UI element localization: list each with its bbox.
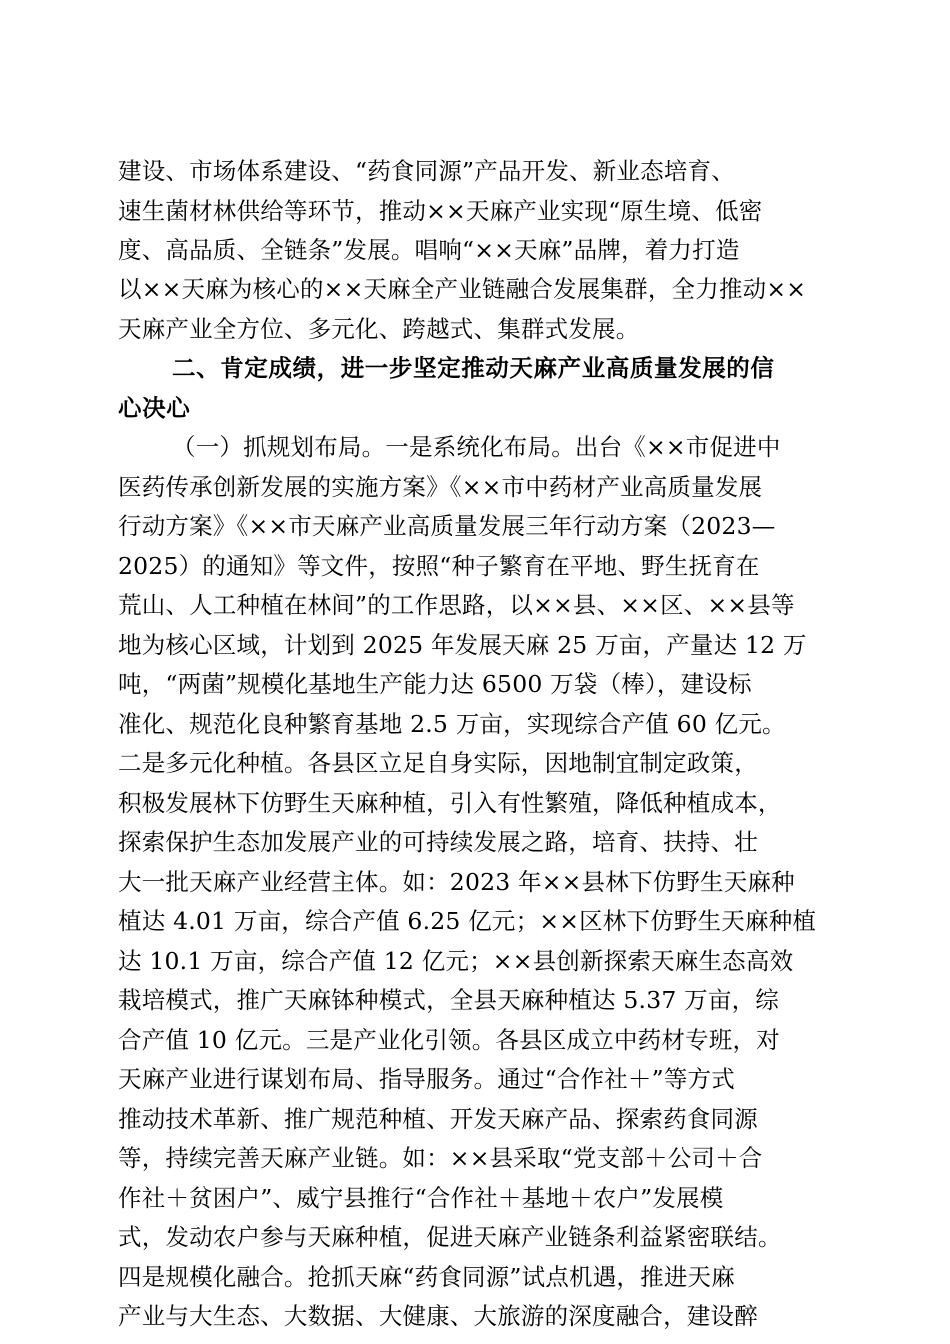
text-line: 产业与大生态、大数据、大健康、大旅游的深度融合，建设醉 <box>118 1302 758 1330</box>
text-line: 栽培模式，推广天麻钵种模式，全县天麻种植达 5.37 万亩，综 <box>118 986 779 1014</box>
text-line: 吨，“两菌”规模化基地生产能力达 6500 万袋（棒），建设标 <box>118 670 752 698</box>
text-line: 大一批天麻产业经营主体。如：2023 年××县林下仿野生天麻种 <box>118 868 795 896</box>
text-line: 二是多元化种植。各县区立足自身实际，因地制宜制定政策， <box>118 749 758 777</box>
text-line: 积极发展林下仿野生天麻种植，引入有性繁殖，降低种植成本， <box>118 789 782 817</box>
text-line: （一）抓规划布局。一是系统化布局。出台《××市促进中 <box>172 433 781 461</box>
text-line: 探索保护生态加发展产业的可持续发展之路，培育、扶持、壮 <box>118 828 758 856</box>
text-line: 医药传承创新发展的实施方案》《××市中药材产业高质量发展 <box>118 473 763 501</box>
text-line: 2025）的通知》等文件，按照“种子繁育在平地、野生抚育在 <box>118 552 760 580</box>
text-line: 荒山、人工种植在林间”的工作思路，以××县、××区、××县等 <box>118 591 795 619</box>
text-line: 式，发动农户参与天麻种植，促进天麻产业链条利益紧密联结。 <box>118 1223 782 1251</box>
text-line: 植达 4.01 万亩，综合产值 6.25 亿元；××区林下仿野生天麻种植 <box>118 907 817 935</box>
section-heading-continued: 心决心 <box>118 394 191 422</box>
text-line: 推动技术革新、推广规范种植、开发天麻产品、探索药食同源 <box>118 1105 758 1133</box>
text-line: 度、高品质、全链条”发展。唱响“××天麻”品牌，着力打造 <box>118 236 740 264</box>
section-heading: 二、肯定成绩，进一步坚定推动天麻产业高质量发展的信 <box>172 354 775 382</box>
text-line: 达 10.1 万亩，综合产值 12 亿元；××县创新探索天麻生态高效 <box>118 947 794 975</box>
text-line: 地为核心区域，计划到 2025 年发展天麻 25 万亩，产量达 12 万 <box>118 631 807 659</box>
text-line: 天麻产业全方位、多元化、跨越式、集群式发展。 <box>118 315 640 343</box>
text-line: 以××天麻为核心的××天麻全产业链融合发展集群，全力推动×× <box>118 275 807 303</box>
text-line: 四是规模化融合。抢抓天麻“药食同源”试点机遇，推进天麻 <box>118 1263 735 1291</box>
text-line: 作社＋贫困户”、威宁县推行“合作社＋基地＋农户”发展模 <box>118 1184 724 1212</box>
text-line: 天麻产业进行谋划布局、指导服务。通过“合作社＋”等方式 <box>118 1065 735 1093</box>
text-line: 等，持续完善天麻产业链。如：××县采取“党支部＋公司＋合 <box>118 1144 763 1172</box>
text-line: 速生菌材林供给等环节，推动××天麻产业实现“原生境、低密 <box>118 197 763 225</box>
text-line: 合产值 10 亿元。三是产业化引领。各县区成立中药材专班，对 <box>118 1026 780 1054</box>
text-line: 建设、市场体系建设、“药食同源”产品开发、新业态培育、 <box>118 157 735 185</box>
text-line: 准化、规范化良种繁育基地 2.5 万亩，实现综合产值 60 亿元。 <box>118 710 786 738</box>
text-line: 行动方案》《××市天麻产业高质量发展三年行动方案（2023— <box>118 512 776 540</box>
